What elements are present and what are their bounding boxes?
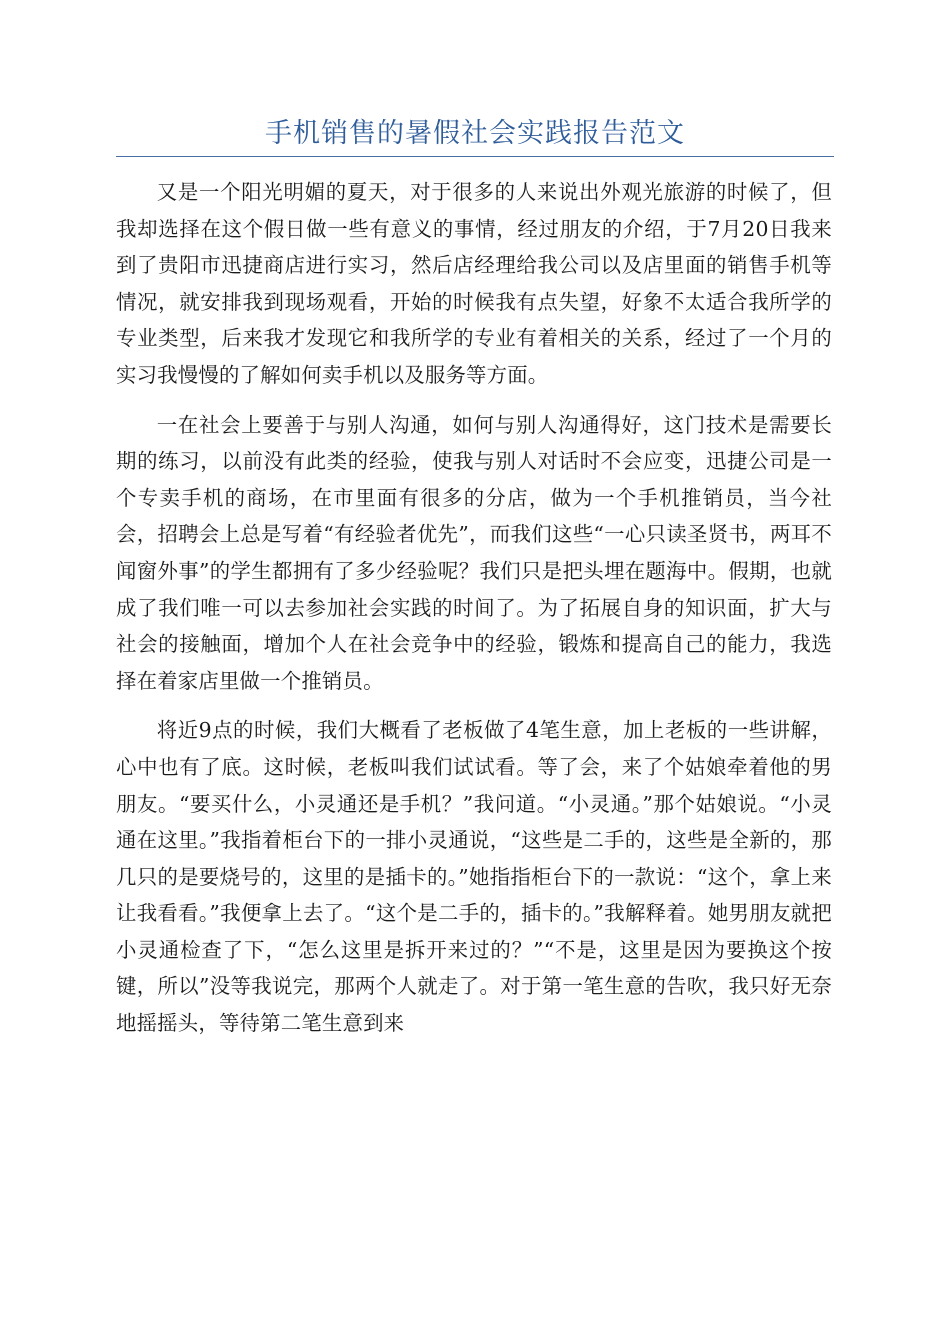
paragraph-2: 一在社会上要善于与别人沟通，如何与别人沟通得好，这门技术是需要长期的练习，以前没有此类的经验，使我与别人对话时不会应变，迅捷公司是一个专卖手机的商场，在市里面有很多的分店，做为一个手机推销员，当今社会，招聘会上总是写着“有经验者优先”，而我们这些“一心只读圣贤书，两耳不闻窗外事”的学生都拥有了多少经验呢？我们只是把头埋在题海中。假期，也就成了我们唯一可以去参加社会实践的时间了。为了拓展自身的知识面，扩大与社会的接触面，增加个人在社会竞争中的经验，锻炼和提高自己的能力，我选择在着家店里做一个推销员。 [116, 412, 832, 693]
paragraph-3: 将近9点的时候，我们大概看了老板做了4笔生意，加上老板的一些讲解，心中也有了底。这时候，老板叫我们试试看。等了会，来了个姑娘牵着他的男朋友。“要买什么，小灵通还是手机？”我问道。“小灵通。”那个姑娘说。“小灵通在这里。”我指着柜台下的一排小灵通说，“这些是二手的，这些是全新的，那几只的是要烧号的，这里的是插卡的。”她指指柜台下的一款说：“这个，拿上来让我看看。”我便拿上去了。“这个是二手的，插卡的。”我解释着。她男朋友就把小灵通检查了下，“怎么这里是拆开来过的？”“不是，这里是因为要换这个按键，所以”没等我说完，那两个人就走了。对于第一笔生意的告吹，我只好无奈地摇摇头，等待第二笔生意到来 [116, 718, 832, 1036]
paragraph-1: 又是一个阳光明媚的夏天，对于很多的人来说出外观光旅游的时候了，但我却选择在这个假日做一些有意义的事情，经过朋友的介绍，于7月20日我来到了贵阳市迅捷商店进行实习，然后店经理给我公司以及店里面的销售手机等情况，就安排我到现场观看，开始的时候我有点失望，好象不太适合我所学的专业类型，后来我才发现它和我所学的专业有着相关的关系，经过了一个月的实习我慢慢的了解如何卖手机以及服务等方面。 [116, 180, 832, 387]
page-title: 手机销售的暑假社会实践报告范文 [265, 118, 685, 149]
title-block [116, 112, 834, 157]
document-body [116, 174, 832, 1055]
